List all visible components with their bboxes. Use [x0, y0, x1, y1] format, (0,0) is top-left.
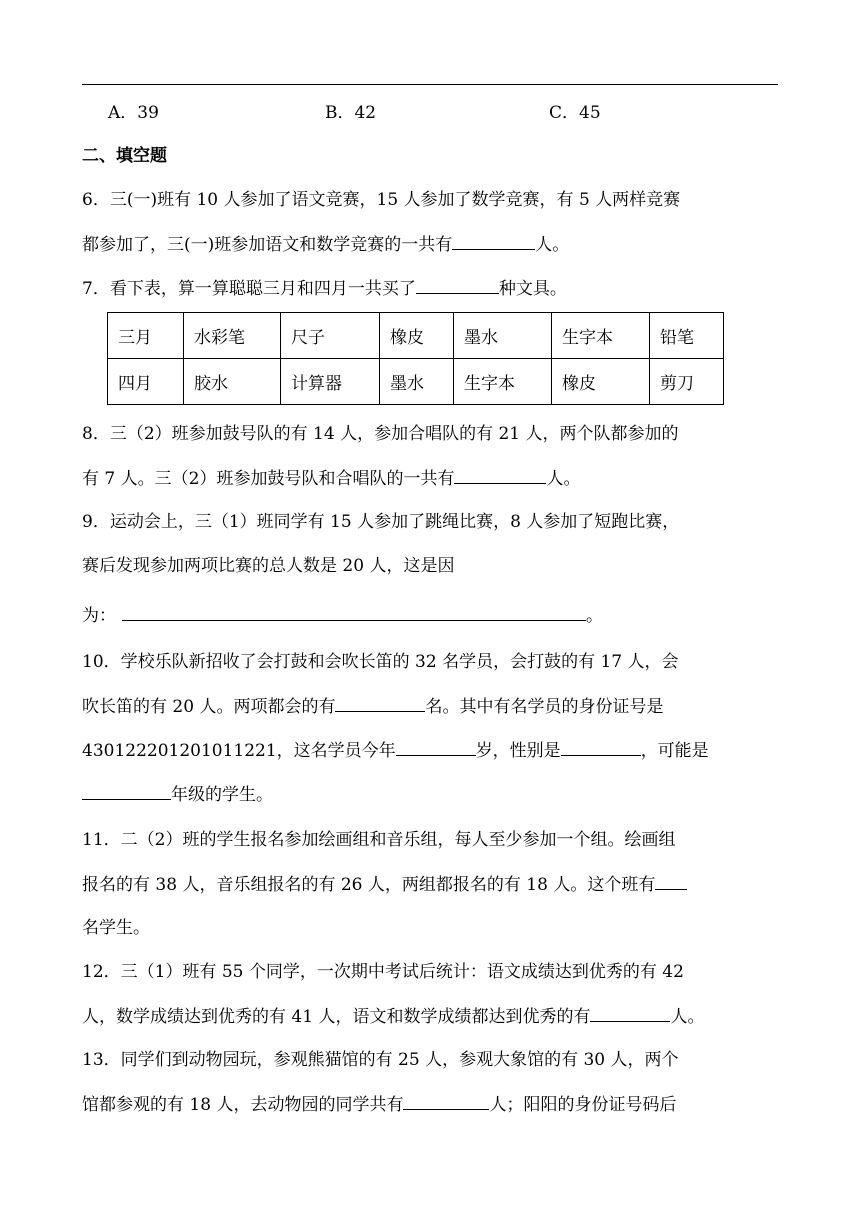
- q10-text: 年级的学生。: [171, 785, 273, 805]
- section-title: 二、填空题: [82, 146, 167, 166]
- q8-answer-blank[interactable]: [454, 465, 546, 484]
- q12-line2: [82, 1003, 704, 1029]
- q11-line2: [82, 871, 687, 897]
- q12-answer-blank[interactable]: [590, 1003, 670, 1022]
- table-cell: 墨水: [380, 359, 454, 405]
- answer-options: [82, 98, 782, 124]
- table-cell: 剪刀: [650, 359, 724, 405]
- q8-line2: [82, 465, 580, 491]
- q10-text: 吹长笛的有 20 人。两项都会的有: [82, 697, 336, 717]
- q10-text: 名。其中有名学员的身份证号是: [425, 697, 664, 717]
- table-cell: 生字本: [552, 313, 650, 359]
- table-cell: 胶水: [184, 359, 281, 405]
- q10-age-blank[interactable]: [396, 737, 476, 756]
- table-cell: 墨水: [454, 313, 552, 359]
- table-cell: 尺子: [281, 313, 380, 359]
- q6-answer-blank[interactable]: [452, 231, 535, 250]
- q11-answer-blank[interactable]: [655, 871, 687, 890]
- q9-end: 。: [586, 606, 603, 626]
- q8-text: 有 7 人。三（2）班参加鼓号队和合唱队的一共有: [82, 469, 455, 489]
- table-cell: 三月: [108, 313, 184, 359]
- q10-count-blank[interactable]: [335, 693, 425, 712]
- q13-line1: 13．同学们到动物园玩，参观熊猫馆的有 25 人，参观大象馆的有 30 人，两个: [82, 1050, 679, 1070]
- q10-line1: 10．学校乐队新招收了会打鼓和会吹长笛的 32 名学员，会打鼓的有 17 人，会: [82, 652, 679, 672]
- option-a: A．39: [108, 103, 159, 123]
- q6-line1: 6．三(一)班有 10 人参加了语文竞赛，15 人参加了数学竞赛，有 5 人两样竞赛: [82, 190, 681, 210]
- q10-line4: [82, 781, 273, 807]
- table-cell: 水彩笔: [184, 313, 281, 359]
- q13-text: 人；阳阳的身份证号码后: [489, 1095, 677, 1115]
- option-c: C．45: [549, 103, 601, 123]
- q9-text: 为：: [82, 606, 116, 626]
- q10-text: ，可能是: [640, 741, 709, 761]
- table-row: [108, 313, 724, 359]
- table-row: [108, 359, 724, 405]
- q6-line2: [82, 231, 569, 257]
- table-cell: 铅笔: [650, 313, 724, 359]
- table-cell: 生字本: [454, 359, 552, 405]
- q9-line3: [82, 602, 603, 628]
- q8-line1: 8．三（2）班参加鼓号队的有 14 人，参加合唱队的有 21 人，两个队都参加的: [82, 424, 679, 444]
- option-b: B．42: [325, 103, 377, 123]
- q11-text: 报名的有 38 人，音乐组报名的有 26 人，两组都报名的有 18 人。这个班有: [82, 875, 656, 895]
- q7-line1: [82, 275, 567, 301]
- q11-line3: 名学生。: [82, 918, 150, 938]
- q6-text: 都参加了，三(一)班参加语文和数学竞赛的一共有: [82, 235, 453, 255]
- q9-line2: 赛后发现参加两项比赛的总人数是 20 人，这是因: [82, 556, 455, 576]
- top-divider: [82, 84, 778, 85]
- q8-unit: 人。: [546, 469, 581, 489]
- q10-grade-blank[interactable]: [82, 781, 171, 800]
- q13-line2: [82, 1091, 676, 1117]
- stationery-table: [107, 312, 724, 405]
- q7-unit: 种文具。: [498, 279, 567, 299]
- q13-text: 馆都参观的有 18 人，去动物园的同学共有: [82, 1095, 404, 1115]
- q12-line1: 12．三（1）班有 55 个同学，一次期中考试后统计：语文成绩达到优秀的有 42: [82, 962, 684, 982]
- q10-gender-blank[interactable]: [561, 737, 641, 756]
- q10-line2: [82, 693, 663, 719]
- q9-line1: 9．运动会上，三（1）班同学有 15 人参加了跳绳比赛，8 人参加了短跑比赛，: [82, 512, 680, 532]
- q9-answer-blank[interactable]: [122, 602, 586, 621]
- q7-text: 7．看下表，算一算聪聪三月和四月一共买了: [82, 279, 416, 299]
- table-cell: 计算器: [281, 359, 380, 405]
- q10-line3: [82, 737, 709, 763]
- q7-answer-blank[interactable]: [416, 275, 499, 294]
- q10-text: 430122201201011221，这名学员今年: [82, 741, 396, 761]
- table-cell: 橡皮: [380, 313, 454, 359]
- table-cell: 橡皮: [552, 359, 650, 405]
- q12-unit: 人。: [670, 1007, 705, 1027]
- q11-line1: 11．二（2）班的学生报名参加绘画组和音乐组，每人至少参加一个组。绘画组: [82, 830, 676, 850]
- table-cell: 四月: [108, 359, 184, 405]
- q13-answer-blank[interactable]: [403, 1091, 489, 1110]
- q12-text: 人，数学成绩达到优秀的有 41 人，语文和数学成绩都达到优秀的有: [82, 1007, 591, 1027]
- q6-unit: 人。: [535, 235, 570, 255]
- q10-text: 岁，性别是: [475, 741, 561, 761]
